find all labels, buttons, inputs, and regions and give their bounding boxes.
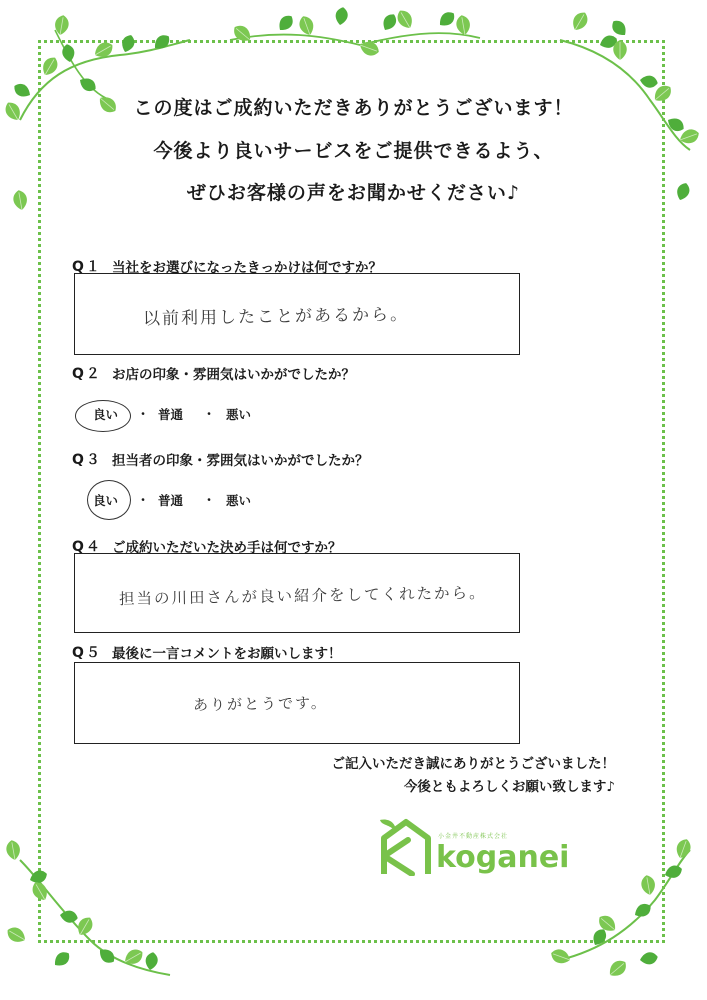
question-text: ご成約いただいた決め手は何ですか？ xyxy=(112,540,342,556)
option-normal: 普通 xyxy=(158,407,184,422)
handwritten-answer: ありがとうです。 xyxy=(192,693,328,715)
handwritten-answer: 以前利用したことがあるから。 xyxy=(142,304,410,330)
header-line-3: ぜひお客様の声をお聞かせください♪ xyxy=(186,182,521,204)
question-text: お店の印象・雰囲気はいかがでしたか？ xyxy=(112,367,355,383)
company-name: 小金井不動産株式会社 xyxy=(438,833,509,840)
separator-dot: ・ xyxy=(137,493,150,507)
separator-dot: ・ xyxy=(203,407,216,421)
separator-dot: ・ xyxy=(203,493,216,507)
question-number: Q４ xyxy=(72,539,102,555)
closing-line-2: 今後ともよろしくお願い致します♪ xyxy=(403,779,615,795)
logo-wordmark: koganei xyxy=(436,840,570,875)
option-good: 良い xyxy=(93,493,119,508)
handwritten-answer: 担当の川田さんが良い紹介をしてくれたから。 xyxy=(118,583,487,609)
house-logo-icon xyxy=(378,818,440,876)
option-bad: 悪い xyxy=(226,407,252,422)
option-normal: 普通 xyxy=(158,493,184,508)
question-number: Q５ xyxy=(72,645,102,661)
header-line-2: 今後より良いサービスをご提供できるよう、 xyxy=(153,140,554,162)
answer-box xyxy=(74,553,520,633)
option-good: 良い xyxy=(93,407,119,422)
question-text: 担当者の印象・雰囲気はいかがでしたか？ xyxy=(112,453,369,469)
header-line-1: この度はご成約いただきありがとうございます！ xyxy=(133,97,574,119)
answer-box xyxy=(74,273,520,355)
question-text: 最後に一言コメントをお願いします！ xyxy=(112,646,342,662)
option-bad: 悪い xyxy=(226,493,252,508)
question-number: Q２ xyxy=(72,366,102,382)
question-number: Q１ xyxy=(72,259,102,275)
separator-dot: ・ xyxy=(137,407,150,421)
question-text: 当社をお選びになったきっかけは何ですか？ xyxy=(112,260,382,276)
answer-box xyxy=(74,662,520,744)
question-number: Q３ xyxy=(72,452,102,468)
closing-line-1: ご記入いただき誠にありがとうございました！ xyxy=(331,756,615,772)
